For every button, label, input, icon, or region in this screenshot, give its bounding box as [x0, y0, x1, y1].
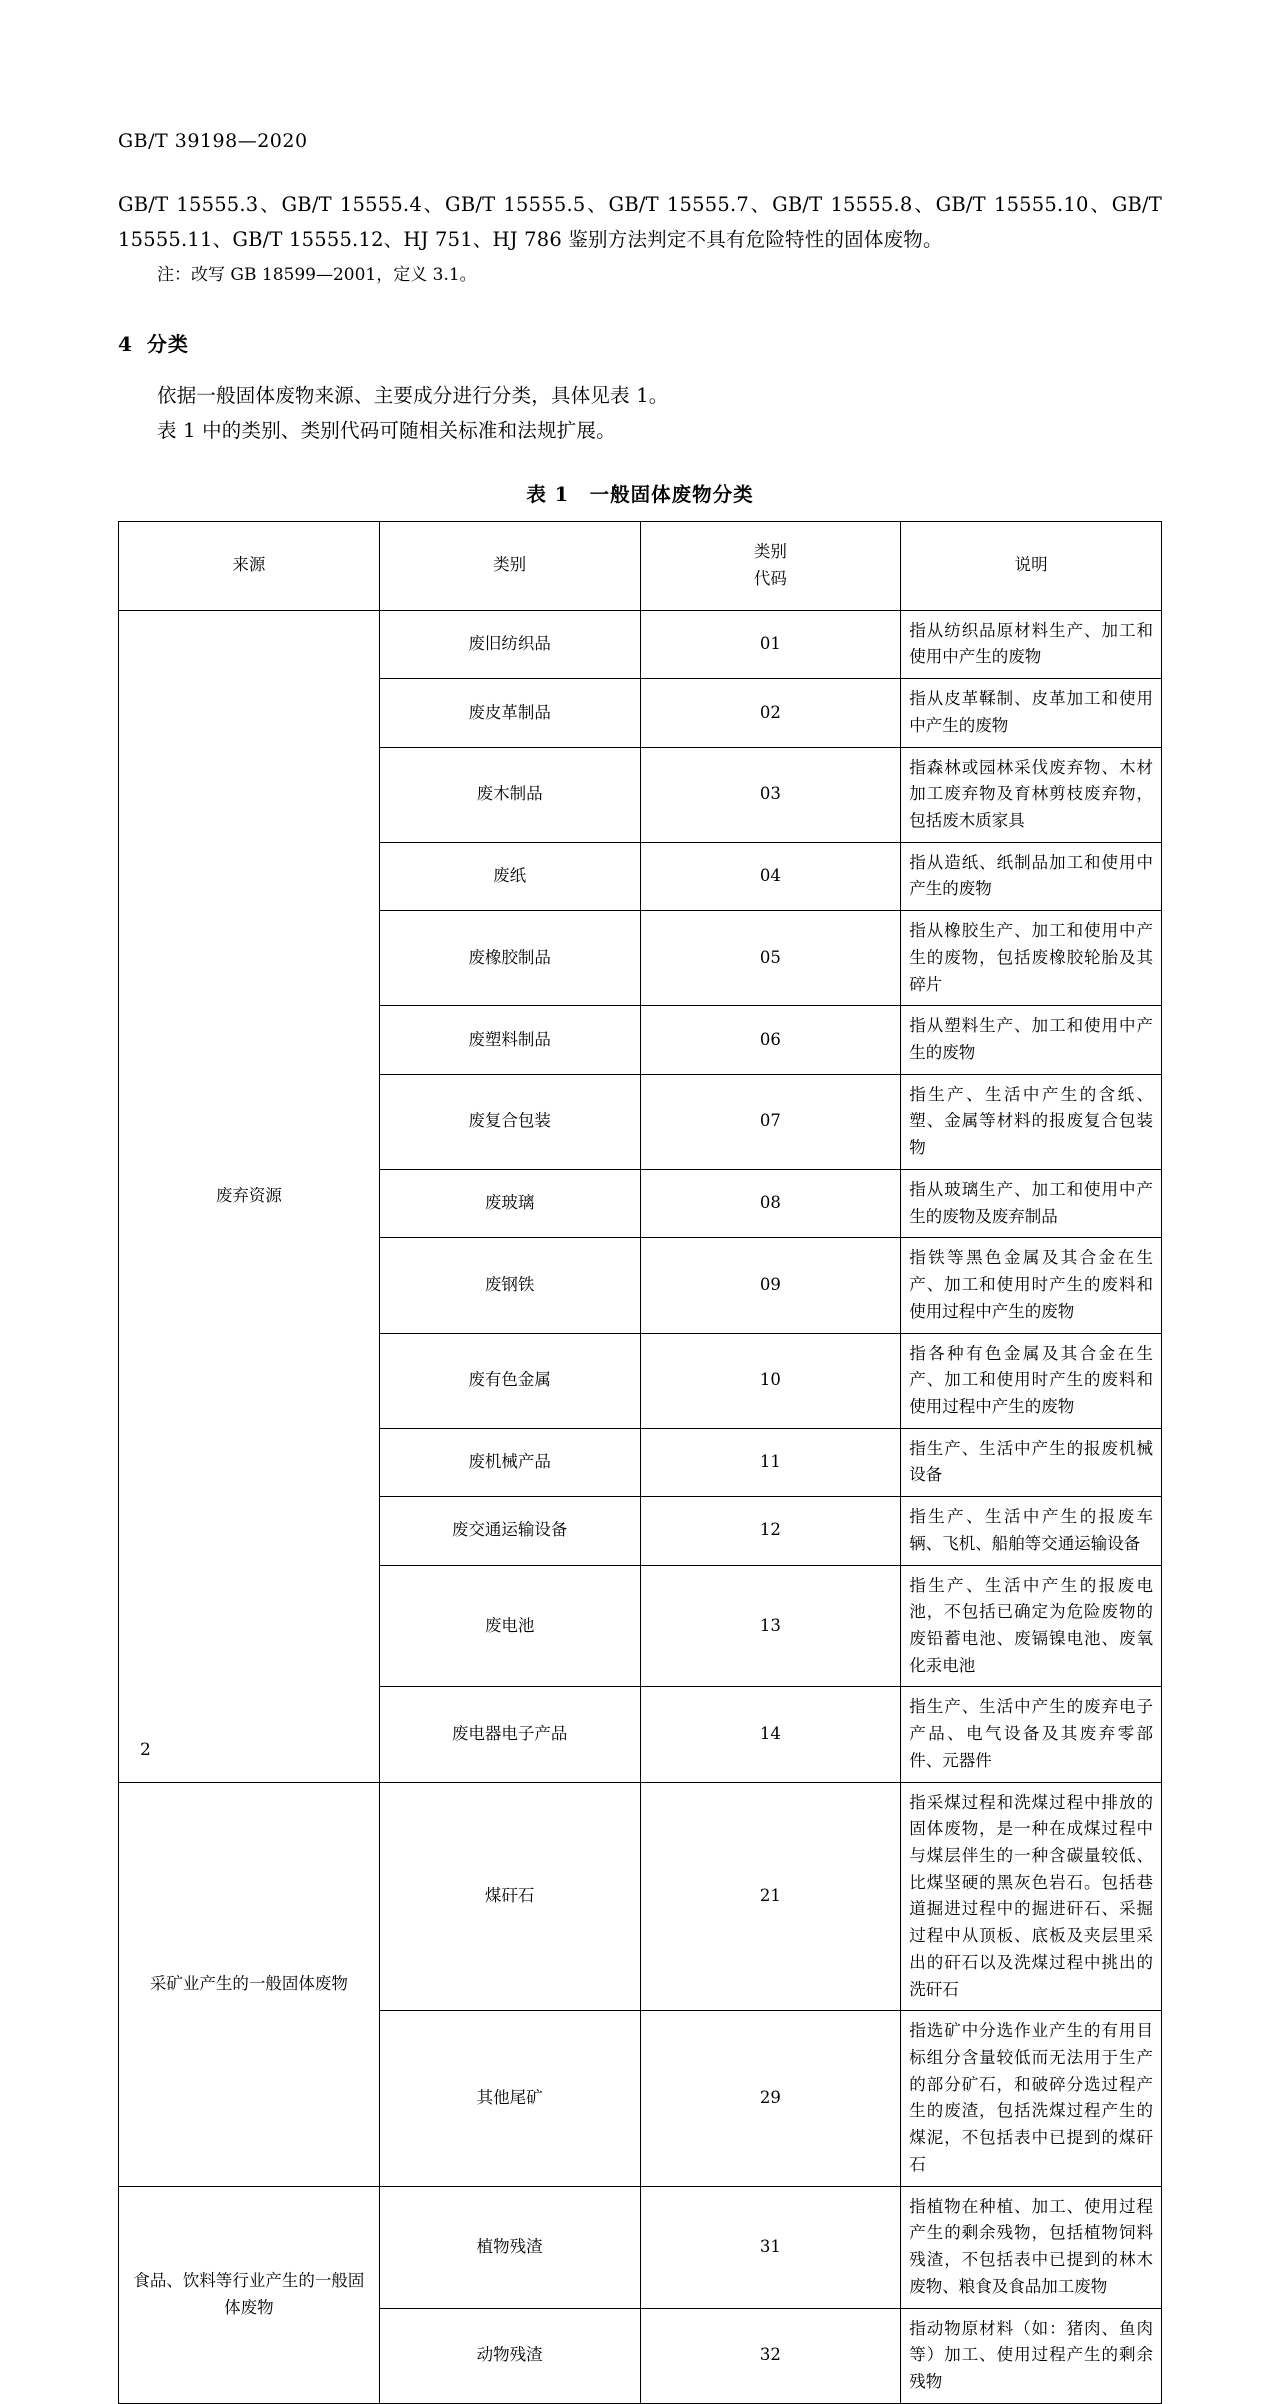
category-cell: 废纸	[379, 842, 640, 910]
clause-number: 4	[118, 332, 133, 357]
table-header-row	[119, 521, 1162, 610]
category-cell: 煤矸石	[379, 1782, 640, 2011]
description-cell: 指生产、生活中产生的报废机械设备	[901, 1428, 1162, 1496]
classification-table	[118, 521, 1162, 2404]
description-cell: 指植物在种植、加工、使用过程产生的剩余残物，包括植物饲料残渣，不包括表中已提到的林木废物、粮食及食品加工废物	[901, 2186, 1162, 2308]
description-cell: 指从皮革鞣制、皮革加工和使用中产生的废物	[901, 679, 1162, 747]
description-cell: 指从塑料生产、加工和使用中产生的废物	[901, 1006, 1162, 1074]
group-source-cell: 废弃资源	[119, 610, 380, 1782]
description-cell: 指选矿中分选作业产生的有用目标组分含量较低而无法用于生产的部分矿石，和破碎分选过程产生的废渣，包括洗煤过程产生的煤泥，不包括表中已提到的煤矸石	[901, 2011, 1162, 2186]
table-row	[119, 2186, 1162, 2308]
code-cell: 21	[640, 1782, 901, 2011]
category-cell: 植物残渣	[379, 2186, 640, 2308]
description-cell: 指从造纸、纸制品加工和使用中产生的废物	[901, 842, 1162, 910]
category-cell: 废机械产品	[379, 1428, 640, 1496]
code-cell: 29	[640, 2011, 901, 2186]
classification-paragraph-1: 依据一般固体废物来源、主要成分进行分类，具体见表 1。	[157, 384, 669, 408]
table-caption: 表 1 一般固体废物分类	[526, 482, 754, 506]
page-number: 2	[140, 1740, 151, 1760]
code-cell: 08	[640, 1169, 901, 1237]
code-cell: 06	[640, 1006, 901, 1074]
description-cell: 指铁等黑色金属及其合金在生产、加工和使用时产生的废料和使用过程中产生的废物	[901, 1238, 1162, 1333]
note-text: 注：改写 GB 18599—2001，定义 3.1。	[157, 265, 477, 286]
header-code-line2: 代码	[753, 568, 787, 588]
code-cell: 12	[640, 1497, 901, 1565]
category-cell: 废橡胶制品	[379, 911, 640, 1006]
classification-paragraph-2: 表 1 中的类别、类别代码可随相关标准和法规扩展。	[157, 419, 616, 442]
description-cell: 指生产、生活中产生的报废车辆、飞机、船舶等交通运输设备	[901, 1497, 1162, 1565]
table-row	[119, 1782, 1162, 2011]
description-cell: 指采煤过程和洗煤过程中排放的固体废物，是一种在成煤过程中与煤层伴生的一种含碳量较低、比煤坚硬的黑灰色岩石。包括巷道掘进过程中的掘进矸石、采掘过程中从顶板、底板及夹层里采出的矸石以及洗煤过程中挑出的洗矸石	[901, 1782, 1162, 2011]
code-cell: 09	[640, 1238, 901, 1333]
table-body	[119, 610, 1162, 2403]
code-cell: 04	[640, 842, 901, 910]
category-cell: 废钢铁	[379, 1238, 640, 1333]
category-cell: 其他尾矿	[379, 2011, 640, 2186]
code-cell: 31	[640, 2186, 901, 2308]
description-cell: 指从玻璃生产、加工和使用中产生的废物及废弃制品	[901, 1169, 1162, 1237]
description-cell: 指生产、生活中产生的报废电池，不包括已确定为危险废物的废铅蓄电池、废镉镍电池、废氧化汞电池	[901, 1565, 1162, 1687]
code-cell: 10	[640, 1333, 901, 1428]
category-cell: 动物残渣	[379, 2308, 640, 2403]
group-source-cell: 采矿业产生的一般固体废物	[119, 1782, 380, 2186]
category-cell: 废塑料制品	[379, 1006, 640, 1074]
header-source: 来源	[119, 521, 380, 610]
description-cell: 指生产、生活中产生的废弃电子产品、电气设备及其废弃零部件、元器件	[901, 1687, 1162, 1782]
description-cell: 指从纺织品原材料生产、加工和使用中产生的废物	[901, 610, 1162, 678]
code-cell: 14	[640, 1687, 901, 1782]
category-cell: 废有色金属	[379, 1333, 640, 1428]
code-cell: 03	[640, 747, 901, 842]
description-cell: 指各种有色金属及其合金在生产、加工和使用时产生的废料和使用过程中产生的废物	[901, 1333, 1162, 1428]
code-cell: 13	[640, 1565, 901, 1687]
code-cell: 32	[640, 2308, 901, 2403]
header-code	[640, 521, 901, 610]
category-cell: 废电池	[379, 1565, 640, 1687]
code-cell: 01	[640, 610, 901, 678]
category-cell: 废电器电子产品	[379, 1687, 640, 1782]
description-cell: 指从橡胶生产、加工和使用中产生的废物，包括废橡胶轮胎及其碎片	[901, 911, 1162, 1006]
category-cell: 废复合包装	[379, 1074, 640, 1169]
code-cell: 07	[640, 1074, 901, 1169]
header-category: 类别	[379, 521, 640, 610]
standard-number: GB/T 39198—2020	[118, 130, 308, 152]
description-cell: 指动物原材料（如：猪肉、鱼肉等）加工、使用过程产生的剩余残物	[901, 2308, 1162, 2403]
description-cell: 指森林或园林采伐废弃物、木材加工废弃物及育林剪枝废弃物，包括废木质家具	[901, 747, 1162, 842]
clause-heading	[118, 328, 1162, 357]
clause-title-text: 分类	[146, 332, 189, 357]
category-cell: 废玻璃	[379, 1169, 640, 1237]
category-cell: 废交通运输设备	[379, 1497, 640, 1565]
reference-paragraph: GB/T 15555.3、GB/T 15555.4、GB/T 15555.5、GB/T 15555.7、GB/T 15555.8、GB/T 15555.10、GB/T 15555.11、GB/T 15555.12、HJ 751、HJ 786 鉴别方法判定不具有危险特性的固体废物。	[118, 193, 1162, 251]
group-source-cell: 食品、饮料等行业产生的一般固体废物	[119, 2186, 380, 2403]
table-row	[119, 610, 1162, 678]
code-cell: 05	[640, 911, 901, 1006]
header-description: 说明	[901, 521, 1162, 610]
header-code-line1: 类别	[753, 541, 787, 561]
code-cell: 11	[640, 1428, 901, 1496]
category-cell: 废旧纺织品	[379, 610, 640, 678]
code-cell: 02	[640, 679, 901, 747]
description-cell: 指生产、生活中产生的含纸、塑、金属等材料的报废复合包装物	[901, 1074, 1162, 1169]
category-cell: 废皮革制品	[379, 679, 640, 747]
category-cell: 废木制品	[379, 747, 640, 842]
